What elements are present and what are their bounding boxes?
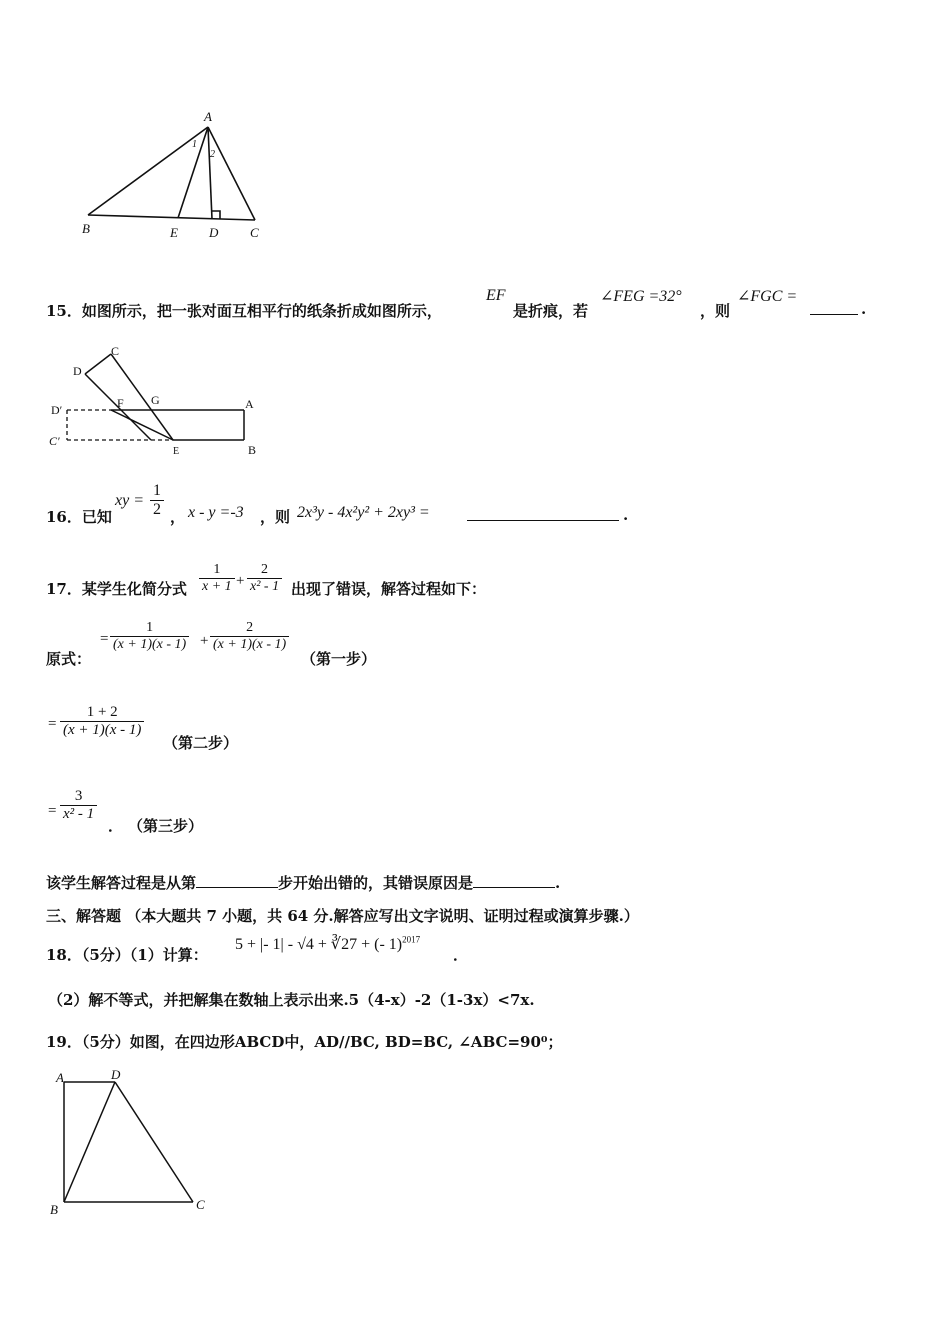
q17-step2-eq: = (48, 716, 57, 732)
q17-step2-label: （第二步） (163, 734, 239, 752)
q17-s1-n2: 2 (246, 620, 254, 635)
q16-fraction (150, 482, 164, 519)
q16-expression: 2x³y - 4x²y² + 2xy³ = (297, 504, 430, 521)
label-C: C (250, 225, 259, 240)
q17-s3-den: x² - 1 (60, 805, 97, 823)
q17-conclusion (46, 872, 560, 893)
q17-step3-label: （第三步） (128, 817, 204, 835)
label-C-top: C (111, 344, 120, 358)
q17-conclusion-end: . (555, 874, 561, 892)
q17-text-1: 某学生化简分式 (81, 580, 187, 598)
q16-text-2: ，则 (260, 508, 291, 526)
q17-original-label: 原式： (46, 650, 92, 668)
label-D-prime: D′ (51, 403, 63, 417)
question-15 (46, 300, 442, 321)
q16-frac-den: 2 (150, 500, 164, 519)
q17-step3-fraction (60, 788, 97, 823)
q16-end: . (623, 506, 629, 524)
q18-expression (235, 934, 420, 954)
q16-frac-num: 1 (153, 482, 161, 499)
q16-text-1: 已知 (81, 508, 112, 526)
label-D-top: D (73, 364, 82, 378)
label-C: C (196, 1197, 205, 1212)
q17-step3-eq: = (48, 803, 57, 819)
q15-end: . (861, 300, 867, 318)
label-B: B (248, 443, 257, 457)
label-D: D (111, 1067, 121, 1082)
q17-step1-fraction-2 (210, 620, 289, 653)
question-18: 18．（5分）（1）计算： (46, 946, 208, 964)
q15-answer-blank[interactable] (810, 300, 858, 315)
q15-condition: ∠FEG =32° (600, 288, 682, 305)
label-A: A (56, 1070, 64, 1085)
q15-ef: EF (486, 287, 506, 304)
label-D: D (209, 225, 219, 240)
q17-text-2: 出现了错误，解答过程如下： (291, 580, 487, 598)
q17-f1-den: x + 1 (199, 578, 235, 595)
label-A: A (245, 397, 254, 411)
q17-f1-num: 1 (213, 562, 221, 577)
q17-reason-blank[interactable] (473, 873, 555, 888)
label-angle-2: 2 (210, 149, 215, 160)
q16-xy: xy = (115, 492, 144, 509)
q17-s2-den: (x + 1)(x - 1) (60, 721, 144, 739)
q17-step1-plus: + (200, 633, 209, 649)
label-C-prime: C′ (49, 434, 60, 448)
q15-text-3: ，则 (700, 302, 731, 320)
q18-expr: 5 + |- 1| - √4 + ∛27 + (- 1) (235, 936, 403, 953)
label-angle-1: 1 (192, 139, 197, 150)
q17-s1-d1: (x + 1)(x - 1) (110, 636, 189, 653)
q16-number: 16． (46, 508, 82, 526)
q17-f2-num: 2 (261, 562, 269, 577)
label-E: E (170, 225, 178, 240)
question-19: 19．（5分）如图，在四边形ABCD中，AD//BC, BD=BC, ∠ABC=90⁰； (46, 1033, 563, 1051)
label-G: G (151, 393, 160, 407)
q17-step1-fraction-1 (110, 620, 189, 653)
q16-comma: ， (170, 508, 186, 526)
q17-step2-fraction (60, 704, 144, 739)
q17-s1-d2: (x + 1)(x - 1) (210, 636, 289, 653)
q17-s2-num: 1 + 2 (86, 704, 118, 720)
q17-step1-eq: = (100, 631, 109, 647)
q18-exponent: 2017 (402, 934, 421, 945)
q16-answer-blank[interactable] (467, 506, 619, 521)
q17-step1-label: （第一步） (301, 650, 377, 668)
label-E: E (173, 446, 180, 457)
triangle-figure-14 (70, 105, 290, 250)
q17-step3-dot: ． (108, 817, 124, 835)
label-B: B (82, 221, 90, 236)
q15-ask: ∠FGC = (737, 288, 798, 305)
q17-f2-den: x² - 1 (247, 578, 282, 595)
label-B: B (50, 1202, 58, 1217)
label-A: A (204, 109, 212, 124)
folded-strip-figure-15 (45, 342, 270, 460)
q18-part-2: （2）解不等式，并把解集在数轴上表示出来.5（4-x）-2（1-3x）<7x. (48, 991, 535, 1009)
q17-fraction-2 (247, 562, 282, 595)
quadrilateral-figure-19 (45, 1062, 225, 1222)
question-16 (46, 506, 112, 527)
q17-step-blank[interactable] (196, 873, 278, 888)
q15-text-1: 如图所示，把一张对面互相平行的纸条折成如图所示， (81, 302, 442, 320)
q15-text-2: 是折痕，若 (513, 302, 589, 320)
q17-conclusion-1: 该学生解答过程是从第 (46, 874, 197, 892)
label-F: F (117, 396, 124, 410)
q17-number: 17． (46, 580, 82, 598)
q17-s3-num: 3 (74, 788, 83, 804)
q17-plus: + (236, 573, 245, 589)
question-17 (46, 578, 187, 599)
section-3-heading: 三、解答题 （本大题共 7 小题，共 64 分.解答应写出文字说明、证明过程或演算步骤.） (46, 907, 639, 925)
q18-end: ． (453, 946, 469, 964)
q17-conclusion-2: 步开始出错的，其错误原因是 (278, 874, 474, 892)
q17-s1-n1: 1 (146, 620, 154, 635)
q15-number: 15． (46, 302, 82, 320)
q17-fraction-1 (199, 562, 235, 595)
q16-condition: x - y =-3 (188, 504, 244, 521)
